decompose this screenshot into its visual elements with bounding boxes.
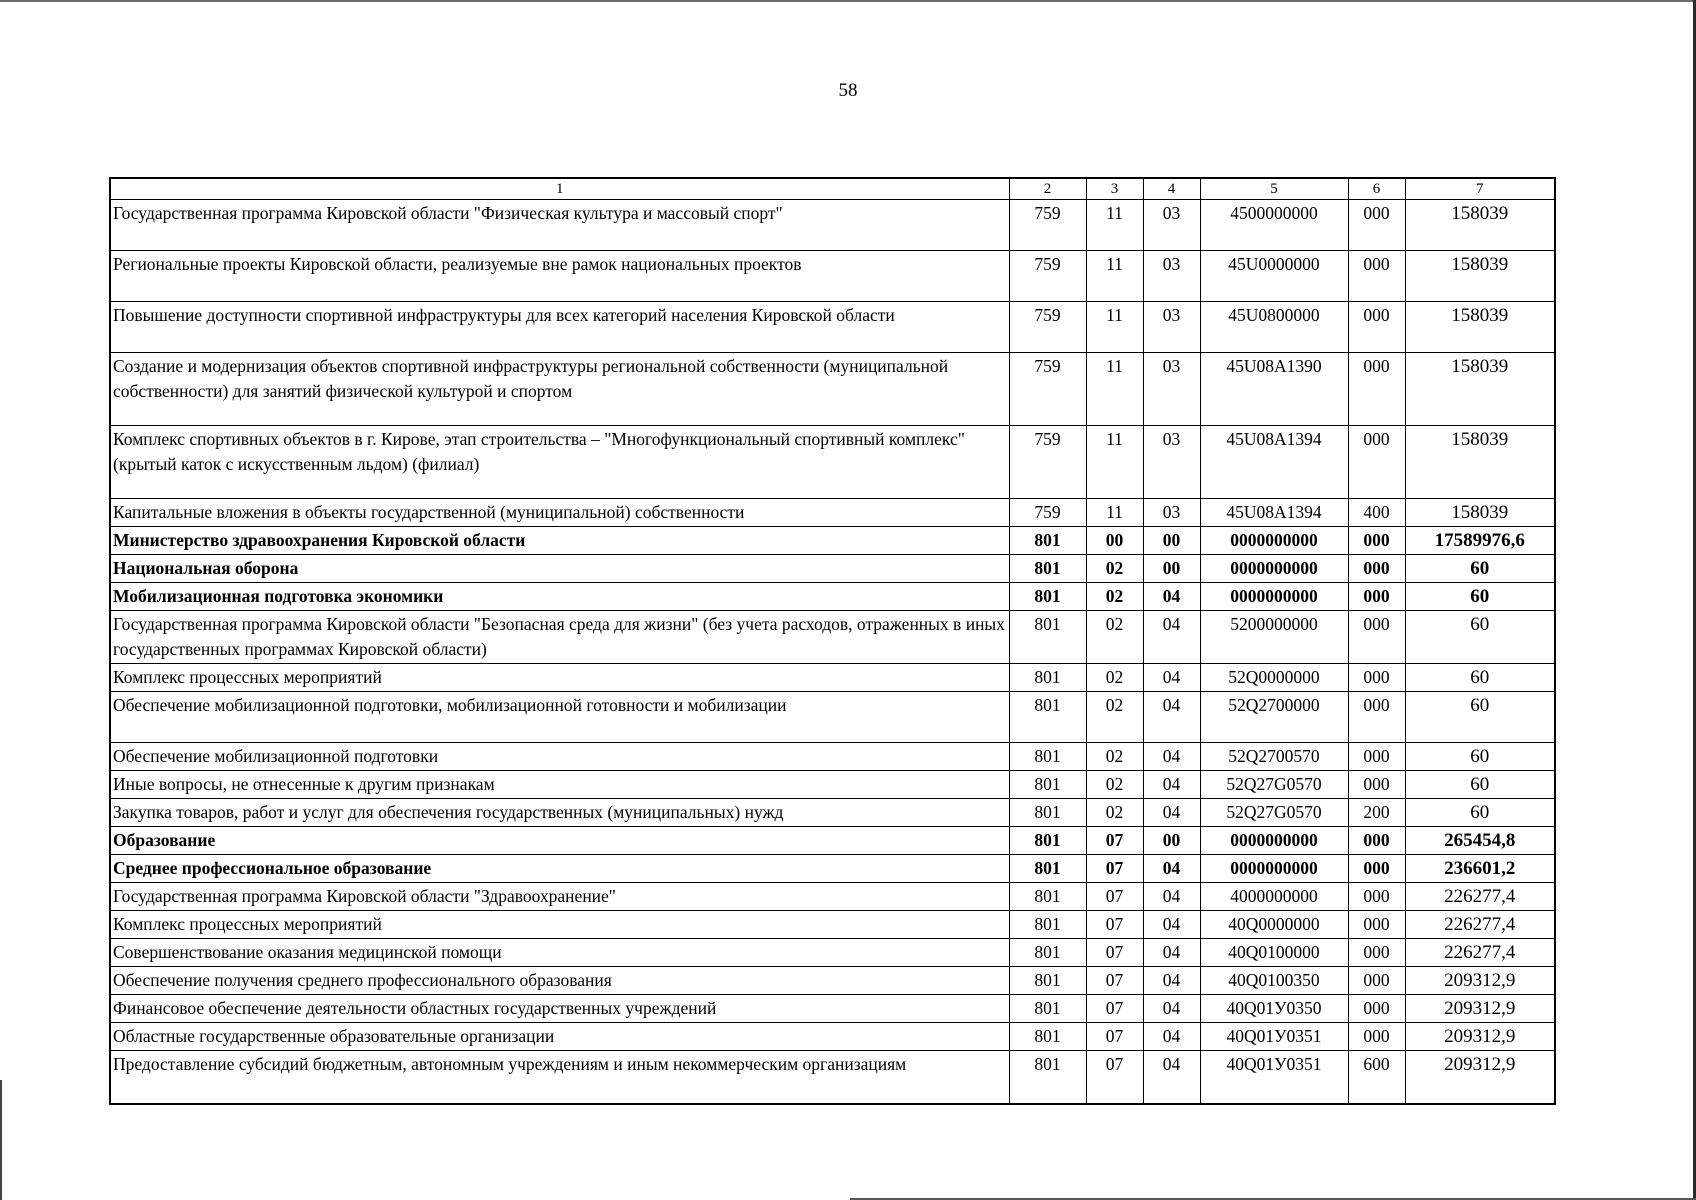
cell-col-3: 11 <box>1086 200 1143 251</box>
cell-col-7: 236601,2 <box>1405 855 1555 883</box>
table-row <box>110 527 1555 555</box>
cell-col-6: 000 <box>1348 664 1405 692</box>
cell-col-2: 801 <box>1009 743 1086 771</box>
cell-col-6: 000 <box>1348 611 1405 664</box>
cell-col-7: 209312,9 <box>1405 967 1555 995</box>
cell-col-5: 0000000000 <box>1200 555 1348 583</box>
cell-col-7: 265454,8 <box>1405 827 1555 855</box>
cell-name: Комплекс процессных мероприятий <box>110 664 1009 692</box>
cell-col-3: 02 <box>1086 692 1143 743</box>
cell-col-6: 000 <box>1348 827 1405 855</box>
cell-col-6: 000 <box>1348 426 1405 499</box>
column-header: 1 <box>110 178 1009 200</box>
table-row <box>110 499 1555 527</box>
cell-col-5: 45U0000000 <box>1200 251 1348 302</box>
cell-col-3: 11 <box>1086 353 1143 426</box>
cell-col-5: 52Q27G0570 <box>1200 771 1348 799</box>
cell-col-2: 801 <box>1009 527 1086 555</box>
cell-name: Государственная программа Кировской области "Здравоохранение" <box>110 883 1009 911</box>
cell-col-6: 200 <box>1348 799 1405 827</box>
cell-col-5: 0000000000 <box>1200 827 1348 855</box>
table-row <box>110 555 1555 583</box>
cell-col-6: 000 <box>1348 883 1405 911</box>
cell-col-2: 759 <box>1009 426 1086 499</box>
cell-name: Министерство здравоохранения Кировской области <box>110 527 1009 555</box>
cell-col-3: 07 <box>1086 883 1143 911</box>
cell-col-2: 801 <box>1009 799 1086 827</box>
cell-col-5: 5200000000 <box>1200 611 1348 664</box>
cell-col-4: 04 <box>1143 799 1200 827</box>
cell-col-6: 000 <box>1348 200 1405 251</box>
cell-col-5: 0000000000 <box>1200 527 1348 555</box>
cell-col-3: 11 <box>1086 302 1143 353</box>
cell-col-2: 801 <box>1009 664 1086 692</box>
cell-col-7: 209312,9 <box>1405 995 1555 1023</box>
cell-col-3: 02 <box>1086 743 1143 771</box>
cell-col-3: 00 <box>1086 527 1143 555</box>
cell-col-5: 4000000000 <box>1200 883 1348 911</box>
cell-col-5: 40Q0100350 <box>1200 967 1348 995</box>
cell-col-7: 158039 <box>1405 353 1555 426</box>
cell-col-4: 00 <box>1143 827 1200 855</box>
cell-name: Обеспечение получения среднего профессионального образования <box>110 967 1009 995</box>
cell-name: Обеспечение мобилизационной подготовки, мобилизационной готовности и мобилизации <box>110 692 1009 743</box>
cell-col-5: 40Q0100000 <box>1200 939 1348 967</box>
cell-col-6: 000 <box>1348 527 1405 555</box>
cell-col-2: 801 <box>1009 967 1086 995</box>
table-row <box>110 302 1555 353</box>
cell-col-2: 801 <box>1009 911 1086 939</box>
column-header: 5 <box>1200 178 1348 200</box>
cell-col-4: 04 <box>1143 883 1200 911</box>
cell-col-4: 04 <box>1143 664 1200 692</box>
cell-col-3: 02 <box>1086 555 1143 583</box>
cell-col-4: 04 <box>1143 911 1200 939</box>
table-row <box>110 855 1555 883</box>
cell-col-2: 801 <box>1009 995 1086 1023</box>
cell-col-7: 209312,9 <box>1405 1051 1555 1105</box>
table-row <box>110 1023 1555 1051</box>
column-header: 6 <box>1348 178 1405 200</box>
cell-col-5: 0000000000 <box>1200 583 1348 611</box>
cell-col-6: 000 <box>1348 692 1405 743</box>
cell-col-2: 801 <box>1009 555 1086 583</box>
cell-col-3: 02 <box>1086 611 1143 664</box>
table-body <box>110 200 1555 1105</box>
cell-col-2: 759 <box>1009 302 1086 353</box>
cell-col-4: 04 <box>1143 771 1200 799</box>
cell-col-5: 4500000000 <box>1200 200 1348 251</box>
cell-col-5: 40Q01У0351 <box>1200 1051 1348 1105</box>
cell-col-6: 000 <box>1348 555 1405 583</box>
cell-col-2: 801 <box>1009 611 1086 664</box>
cell-name: Предоставление субсидий бюджетным, автономным учреждениям и иным некоммерческим организациям <box>110 1051 1009 1105</box>
cell-col-3: 07 <box>1086 939 1143 967</box>
cell-col-2: 801 <box>1009 827 1086 855</box>
cell-col-7: 60 <box>1405 664 1555 692</box>
cell-col-2: 759 <box>1009 251 1086 302</box>
cell-col-7: 158039 <box>1405 251 1555 302</box>
cell-name: Мобилизационная подготовка экономики <box>110 583 1009 611</box>
table-row <box>110 939 1555 967</box>
cell-col-2: 801 <box>1009 1051 1086 1105</box>
table-row <box>110 611 1555 664</box>
cell-col-7: 226277,4 <box>1405 911 1555 939</box>
cell-col-3: 02 <box>1086 799 1143 827</box>
cell-col-5: 0000000000 <box>1200 855 1348 883</box>
cell-col-7: 226277,4 <box>1405 883 1555 911</box>
table-row <box>110 353 1555 426</box>
table-row <box>110 799 1555 827</box>
cell-col-6: 400 <box>1348 499 1405 527</box>
cell-col-3: 07 <box>1086 827 1143 855</box>
cell-col-6: 000 <box>1348 302 1405 353</box>
cell-col-5: 52Q2700000 <box>1200 692 1348 743</box>
cell-name: Закупка товаров, работ и услуг для обеспечения государственных (муниципальных) нужд <box>110 799 1009 827</box>
cell-col-3: 07 <box>1086 967 1143 995</box>
cell-col-5: 45U08A1394 <box>1200 499 1348 527</box>
cell-col-5: 45U08A1390 <box>1200 353 1348 426</box>
table-row <box>110 426 1555 499</box>
cell-col-4: 03 <box>1143 251 1200 302</box>
cell-col-7: 226277,4 <box>1405 939 1555 967</box>
cell-col-2: 801 <box>1009 771 1086 799</box>
table-row <box>110 771 1555 799</box>
cell-col-4: 04 <box>1143 1023 1200 1051</box>
cell-col-5: 52Q0000000 <box>1200 664 1348 692</box>
cell-col-6: 600 <box>1348 1051 1405 1105</box>
table-row <box>110 911 1555 939</box>
cell-col-2: 801 <box>1009 1023 1086 1051</box>
cell-col-7: 158039 <box>1405 426 1555 499</box>
cell-name: Среднее профессиональное образование <box>110 855 1009 883</box>
table-row <box>110 827 1555 855</box>
cell-col-3: 07 <box>1086 1023 1143 1051</box>
cell-col-4: 04 <box>1143 611 1200 664</box>
cell-col-4: 03 <box>1143 426 1200 499</box>
cell-col-3: 07 <box>1086 911 1143 939</box>
table-row <box>110 200 1555 251</box>
cell-col-2: 801 <box>1009 939 1086 967</box>
cell-col-6: 000 <box>1348 967 1405 995</box>
cell-col-4: 04 <box>1143 995 1200 1023</box>
cell-col-4: 04 <box>1143 692 1200 743</box>
cell-name: Региональные проекты Кировской области, реализуемые вне рамок национальных проектов <box>110 251 1009 302</box>
cell-col-4: 04 <box>1143 1051 1200 1105</box>
cell-name: Комплекс спортивных объектов в г. Кирове, этап строительства – "Многофункциональный спортивный комплекс" (крытый каток с искусственным льдом) (филиал) <box>110 426 1009 499</box>
cell-col-6: 000 <box>1348 771 1405 799</box>
table-row <box>110 883 1555 911</box>
cell-col-5: 52Q27G0570 <box>1200 799 1348 827</box>
cell-col-7: 60 <box>1405 611 1555 664</box>
column-header: 4 <box>1143 178 1200 200</box>
cell-col-3: 07 <box>1086 1051 1143 1105</box>
cell-col-7: 60 <box>1405 771 1555 799</box>
cell-name: Государственная программа Кировской области "Физическая культура и массовый спорт" <box>110 200 1009 251</box>
cell-col-2: 801 <box>1009 855 1086 883</box>
cell-col-3: 11 <box>1086 251 1143 302</box>
cell-col-3: 02 <box>1086 583 1143 611</box>
table-row <box>110 995 1555 1023</box>
cell-col-3: 02 <box>1086 664 1143 692</box>
cell-col-5: 40Q0000000 <box>1200 911 1348 939</box>
cell-col-5: 45U0800000 <box>1200 302 1348 353</box>
scan-edge-left <box>0 1080 2 1200</box>
cell-name: Государственная программа Кировской области "Безопасная среда для жизни" (без учета расходов, отраженных в иных государственных программах Кировской области) <box>110 611 1009 664</box>
header-row <box>110 178 1555 200</box>
cell-col-6: 000 <box>1348 911 1405 939</box>
cell-col-4: 04 <box>1143 855 1200 883</box>
cell-col-6: 000 <box>1348 939 1405 967</box>
cell-col-4: 04 <box>1143 743 1200 771</box>
table-row <box>110 692 1555 743</box>
cell-col-6: 000 <box>1348 583 1405 611</box>
cell-name: Образование <box>110 827 1009 855</box>
cell-col-7: 60 <box>1405 743 1555 771</box>
cell-col-3: 02 <box>1086 771 1143 799</box>
cell-col-7: 158039 <box>1405 302 1555 353</box>
cell-name: Комплекс процессных мероприятий <box>110 911 1009 939</box>
cell-col-4: 03 <box>1143 499 1200 527</box>
cell-col-4: 03 <box>1143 353 1200 426</box>
table-row <box>110 1051 1555 1105</box>
column-header: 2 <box>1009 178 1086 200</box>
cell-col-3: 11 <box>1086 426 1143 499</box>
cell-col-2: 801 <box>1009 883 1086 911</box>
cell-name: Обеспечение мобилизационной подготовки <box>110 743 1009 771</box>
cell-col-6: 000 <box>1348 743 1405 771</box>
cell-name: Национальная оборона <box>110 555 1009 583</box>
cell-col-6: 000 <box>1348 251 1405 302</box>
page-number: 58 <box>838 80 858 101</box>
cell-col-4: 04 <box>1143 939 1200 967</box>
cell-col-5: 40Q01У0351 <box>1200 1023 1348 1051</box>
column-header: 7 <box>1405 178 1555 200</box>
cell-name: Создание и модернизация объектов спортивной инфраструктуры региональной собственности (муниципальной собственности) для занятий физической культурой и спортом <box>110 353 1009 426</box>
column-header: 3 <box>1086 178 1143 200</box>
cell-col-4: 03 <box>1143 302 1200 353</box>
table-row <box>110 967 1555 995</box>
cell-col-4: 04 <box>1143 967 1200 995</box>
table-row <box>110 251 1555 302</box>
cell-col-2: 801 <box>1009 692 1086 743</box>
cell-col-2: 759 <box>1009 200 1086 251</box>
table-row <box>110 583 1555 611</box>
table-row <box>110 664 1555 692</box>
cell-name: Повышение доступности спортивной инфраструктуры для всех категорий населения Кировской области <box>110 302 1009 353</box>
cell-name: Финансовое обеспечение деятельности областных государственных учреждений <box>110 995 1009 1023</box>
cell-col-5: 52Q2700570 <box>1200 743 1348 771</box>
cell-col-6: 000 <box>1348 995 1405 1023</box>
cell-col-4: 03 <box>1143 200 1200 251</box>
cell-col-4: 04 <box>1143 583 1200 611</box>
cell-col-6: 000 <box>1348 1023 1405 1051</box>
cell-col-3: 07 <box>1086 995 1143 1023</box>
cell-name: Совершенствование оказания медицинской помощи <box>110 939 1009 967</box>
cell-col-2: 801 <box>1009 583 1086 611</box>
cell-col-3: 11 <box>1086 499 1143 527</box>
budget-table <box>109 177 1556 1105</box>
cell-col-7: 158039 <box>1405 499 1555 527</box>
cell-col-7: 60 <box>1405 583 1555 611</box>
cell-col-4: 00 <box>1143 555 1200 583</box>
cell-col-3: 07 <box>1086 855 1143 883</box>
cell-col-5: 45U08A1394 <box>1200 426 1348 499</box>
cell-col-2: 759 <box>1009 499 1086 527</box>
cell-col-2: 759 <box>1009 353 1086 426</box>
table-row <box>110 743 1555 771</box>
cell-col-7: 60 <box>1405 555 1555 583</box>
cell-col-7: 60 <box>1405 692 1555 743</box>
cell-name: Капитальные вложения в объекты государственной (муниципальной) собственности <box>110 499 1009 527</box>
cell-col-7: 158039 <box>1405 200 1555 251</box>
cell-name: Иные вопросы, не отнесенные к другим признакам <box>110 771 1009 799</box>
cell-col-7: 17589976,6 <box>1405 527 1555 555</box>
cell-col-4: 00 <box>1143 527 1200 555</box>
cell-col-6: 000 <box>1348 855 1405 883</box>
cell-col-7: 60 <box>1405 799 1555 827</box>
cell-col-5: 40Q01У0350 <box>1200 995 1348 1023</box>
cell-col-6: 000 <box>1348 353 1405 426</box>
cell-col-7: 209312,9 <box>1405 1023 1555 1051</box>
cell-name: Областные государственные образовательные организации <box>110 1023 1009 1051</box>
scan-edge-top <box>0 0 1696 2</box>
